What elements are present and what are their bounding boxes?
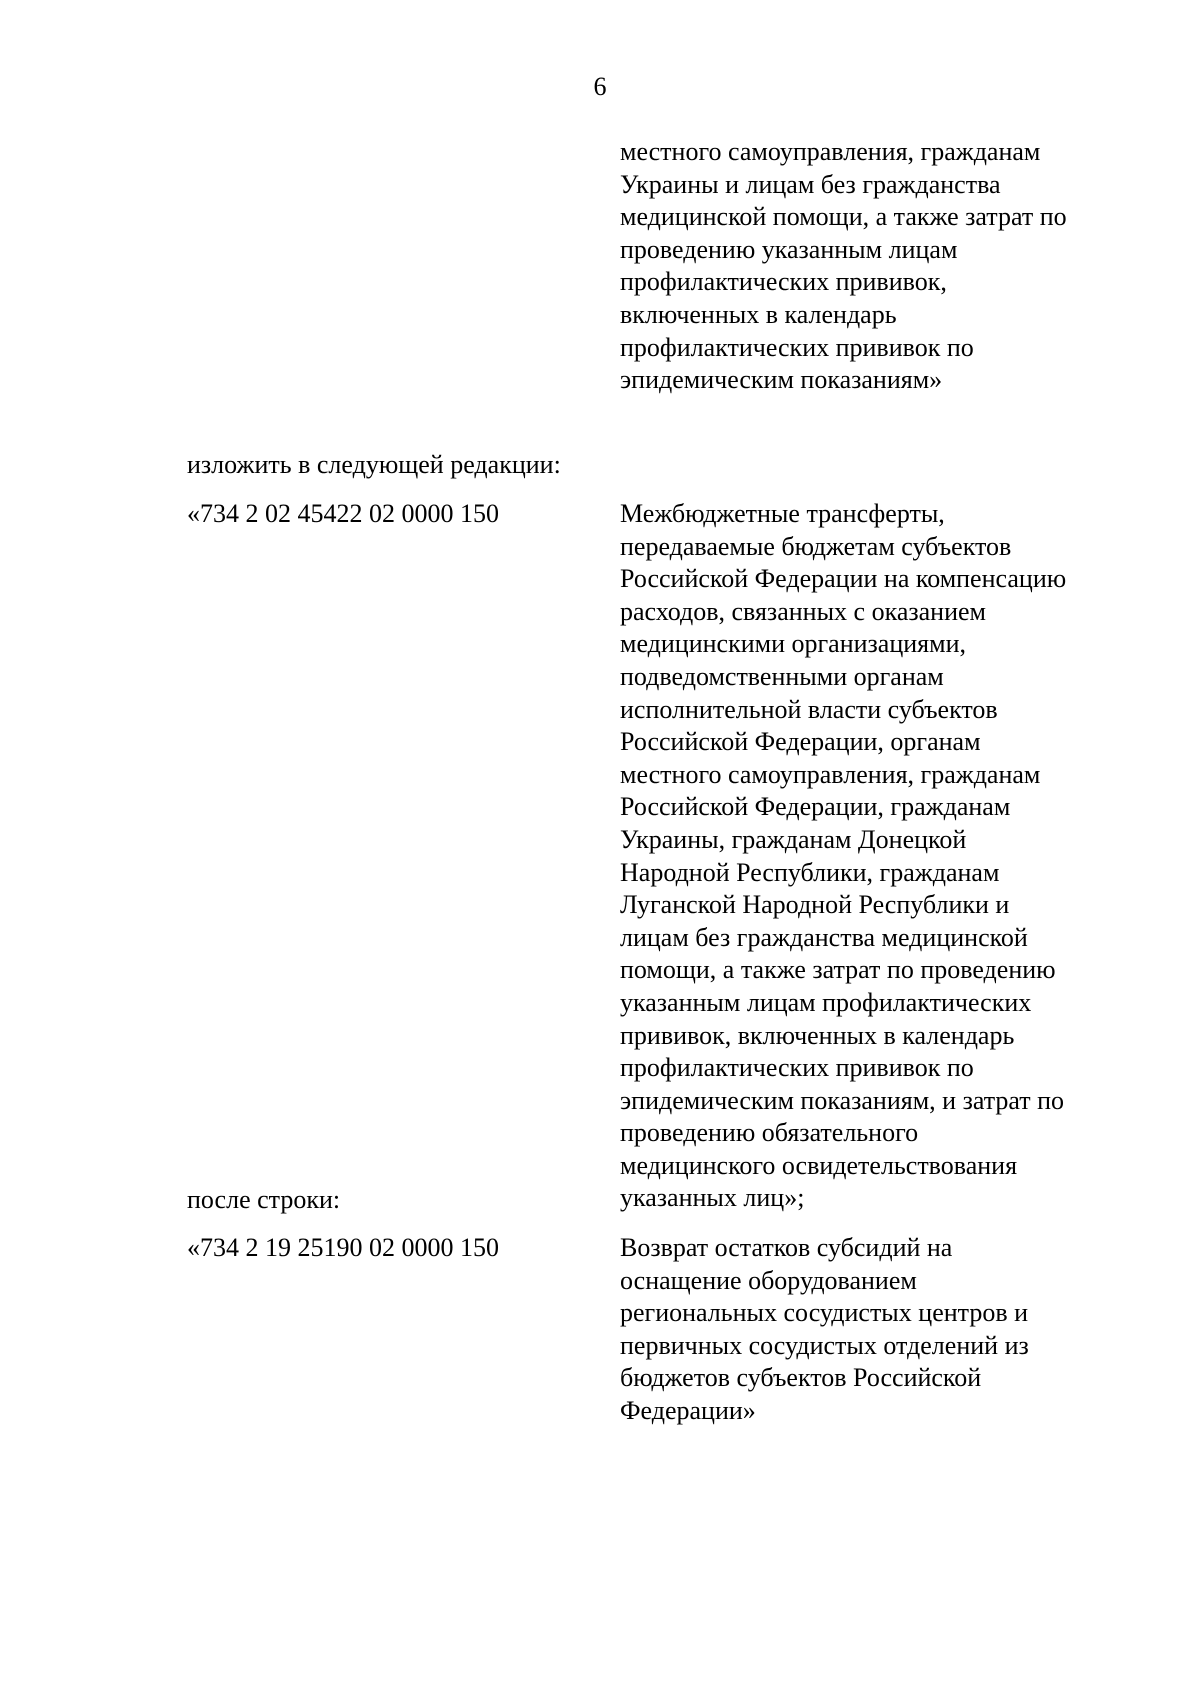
page-number: 6	[593, 72, 607, 101]
budget-description-2: Возврат остатков субсидий на оснащение оборудованием региональных сосудистых центров и первичных сосудистых отделений из бюджетов субъектов Российской Федерации»	[620, 1233, 1029, 1425]
budget-code-1: «734 2 02 45422 02 0000 150	[187, 499, 499, 528]
instruction-replace: изложить в следующей редакции:	[187, 450, 561, 479]
continued-description: местного самоуправления, гражданам Украины и лицам без гражданства медицинской помощи, а также затрат по проведению указанным лицам профилактических прививок, включенных в календарь профилактических прививок по эпидемическим показаниям»	[620, 137, 1067, 395]
budget-code-2: «734 2 19 25190 02 0000 150	[187, 1233, 499, 1262]
budget-description-1: Межбюджетные трансферты, передаваемые бюджетам субъектов Российской Федерации на компенсацию расходов, связанных с оказанием медицинскими организациями, подведомственными органам исполнительной власти субъектов Российской Федерации, органам местного самоуправления, гражданам Российской Федерации, гражданам Украины, гражданам Донецкой Народной Республики, гражданам Луганской Народной Республики и лицам без гражданства медицинской помощи, а также затрат по проведению указанным лицам профилактических прививок, включенных в календарь профилактических прививок по эпидемическим показаниям, и затрат по проведению обязательного медицинского освидетельствования указанных лиц»;	[620, 499, 1067, 1213]
instruction-after-line: после строки:	[187, 1185, 341, 1214]
